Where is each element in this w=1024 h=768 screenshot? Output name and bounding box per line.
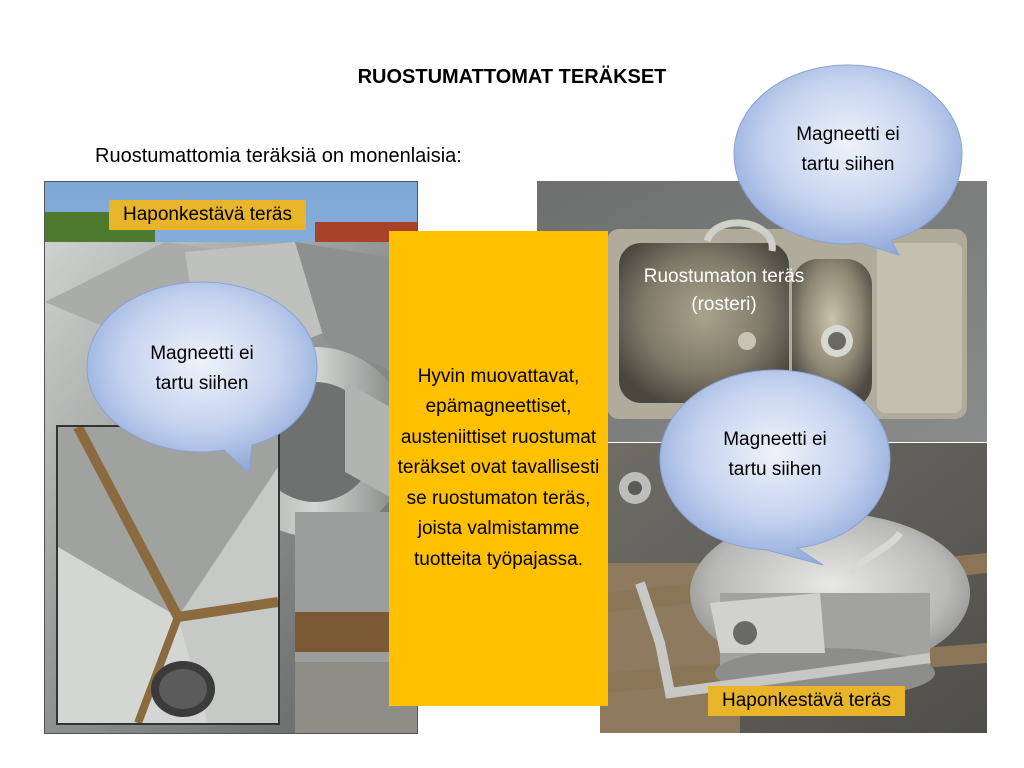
sink-caption	[598, 263, 850, 319]
acid-resistant-steel-label-2: Haponkestävä teräs	[708, 686, 905, 716]
speech-bubble-left	[84, 279, 320, 475]
bubble-middle-right-line2: tartu siihen	[728, 459, 822, 480]
bubble-top-right-line2: tartu siihen	[801, 154, 895, 175]
info-box-text: Hyvin muovattavat, epämagneettiset, austeniittiset ruostumat teräkset ovat tavallisesti se ruostumaton teräs, joista valmistamme tuotteita työpajassa.	[397, 365, 600, 570]
sink-caption-line2: (rosteri)	[691, 294, 757, 315]
slide-title: RUOSTUMATTOMAT TERÄKSET	[357, 66, 667, 88]
speech-bubble-middle-right	[657, 367, 893, 567]
acid-resistant-steel-label: Haponkestävä teräs	[109, 200, 306, 230]
slide-subtitle: Ruostumattomia teräksiä on monenlaisia:	[95, 145, 462, 167]
bubble-top-right-line1: Magneetti ei	[796, 124, 900, 145]
bubble-middle-right-line1: Magneetti ei	[723, 429, 827, 450]
bubble-left-line2: tartu siihen	[155, 373, 249, 394]
sink-caption-line1: Ruostumaton teräs	[643, 266, 805, 287]
bubble-left-line1: Magneetti ei	[150, 343, 254, 364]
info-box	[389, 231, 608, 706]
speech-bubble-top-right	[731, 62, 965, 257]
